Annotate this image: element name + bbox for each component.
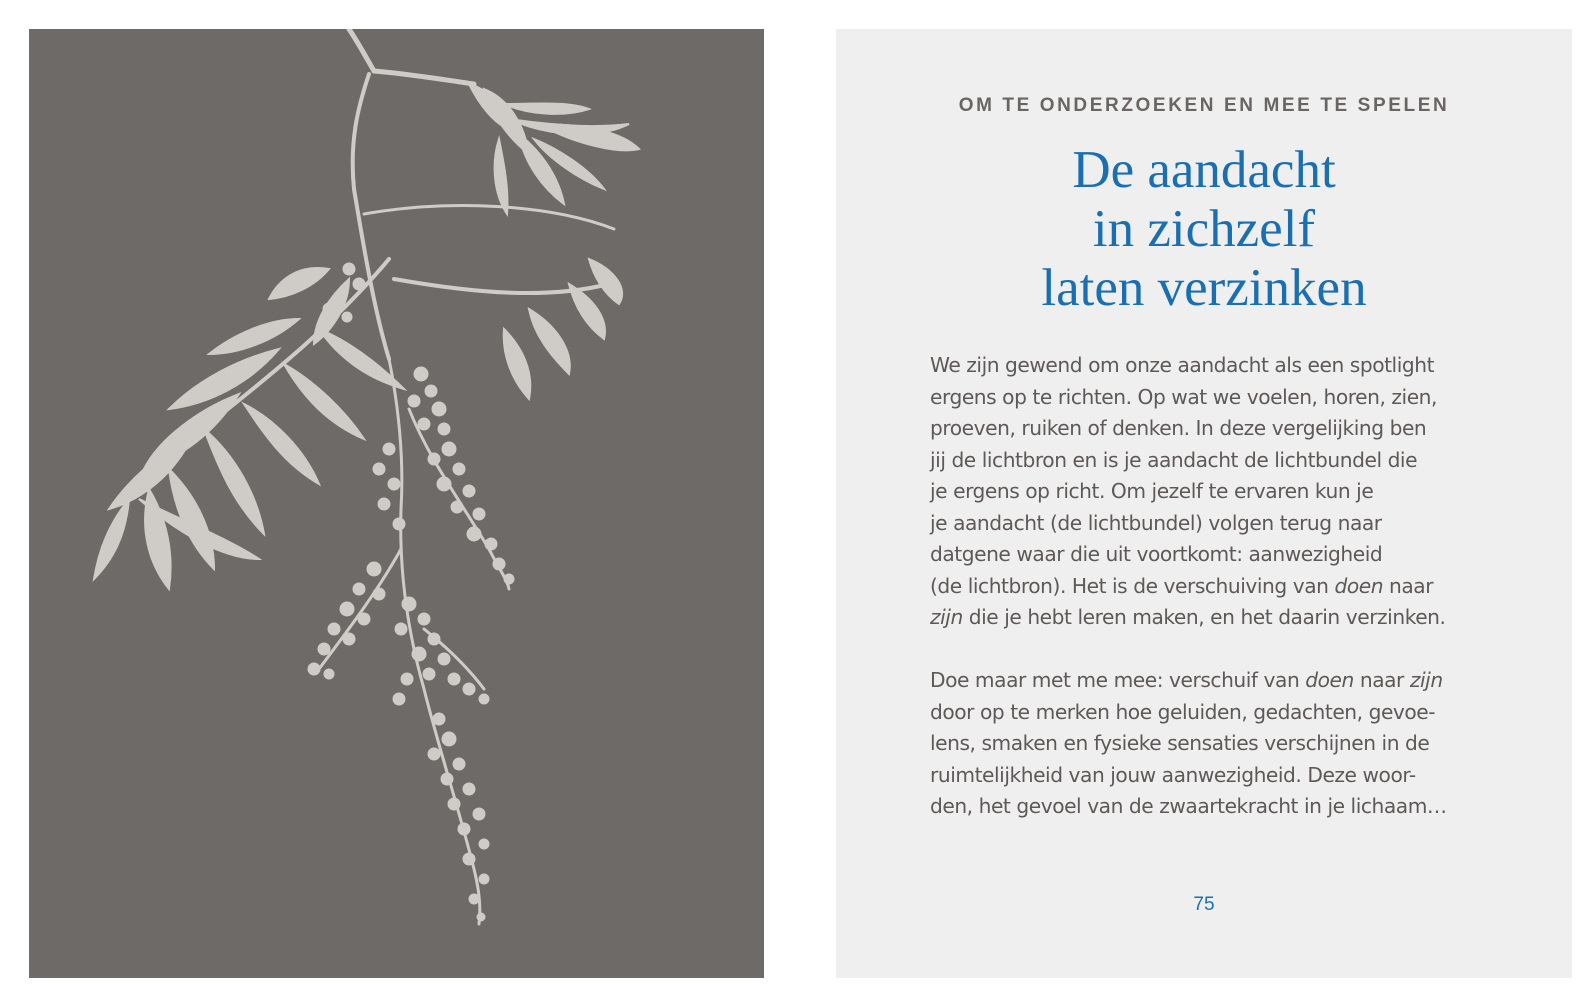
botanical-branch-print-icon bbox=[29, 29, 764, 978]
text-line: jij de lichtbron en is je aandacht de lichtbundel die bbox=[930, 447, 1418, 472]
text-line bbox=[930, 602, 1490, 634]
right-page bbox=[836, 29, 1572, 978]
title-line: laten verzinken bbox=[1041, 259, 1367, 317]
text-line: proeven, ruiken of denken. In deze vergelijking ben bbox=[930, 416, 1427, 440]
text-run: Doe maar met me mee: verschuif van bbox=[930, 668, 1306, 692]
text-line: je aandacht (de lichtbundel) volgen terug naar bbox=[930, 510, 1382, 535]
left-page-illustration-panel bbox=[29, 29, 764, 978]
emphasis-doen: doen bbox=[1305, 668, 1354, 692]
text-run: die je hebt leren maken, en het daarin verzinken. bbox=[962, 605, 1446, 629]
emphasis-zijn: zijn bbox=[1409, 668, 1443, 692]
title-line: in zichzelf bbox=[1092, 200, 1316, 258]
text-line: door op te merken hoe geluiden, gedachten, gevoe- bbox=[930, 699, 1436, 724]
emphasis-doen: doen bbox=[1334, 573, 1384, 598]
text-run: naar bbox=[1353, 668, 1410, 692]
text-line: lens, smaken en fysieke sensaties verschijnen in de bbox=[930, 731, 1430, 755]
page-number: 75 bbox=[1193, 894, 1215, 915]
text-run: naar bbox=[1383, 573, 1434, 598]
title-line: De aandacht bbox=[1072, 141, 1336, 199]
text-run: (de lichtbron). Het is de verschuiving van bbox=[930, 573, 1335, 598]
text-line: ergens op te richten. Op wat we voelen, horen, zien, bbox=[930, 384, 1437, 409]
page-title bbox=[836, 141, 1572, 318]
text-line: ruimtelijkheid van jouw aanwezigheid. Deze woor- bbox=[930, 762, 1416, 787]
text-line: den, het gevoel van de zwaartekracht in je lichaam… bbox=[930, 794, 1447, 818]
paragraph-2 bbox=[930, 665, 1490, 823]
text-line bbox=[930, 665, 1490, 697]
paragraph-1 bbox=[930, 350, 1490, 634]
section-kicker: OM TE ONDERZOEKEN EN MEE TE SPELEN bbox=[958, 95, 1450, 116]
emphasis-zijn: zijn bbox=[930, 605, 963, 629]
body-text bbox=[930, 350, 1490, 823]
text-line: datgene waar die uit voortkomt: aanwezigheid bbox=[930, 542, 1383, 566]
text-line: je ergens op richt. Om jezelf te ervaren kun je bbox=[930, 479, 1374, 503]
text-line: We zijn gewend om onze aandacht als een spotlight bbox=[930, 353, 1435, 377]
text-line bbox=[930, 571, 1490, 603]
